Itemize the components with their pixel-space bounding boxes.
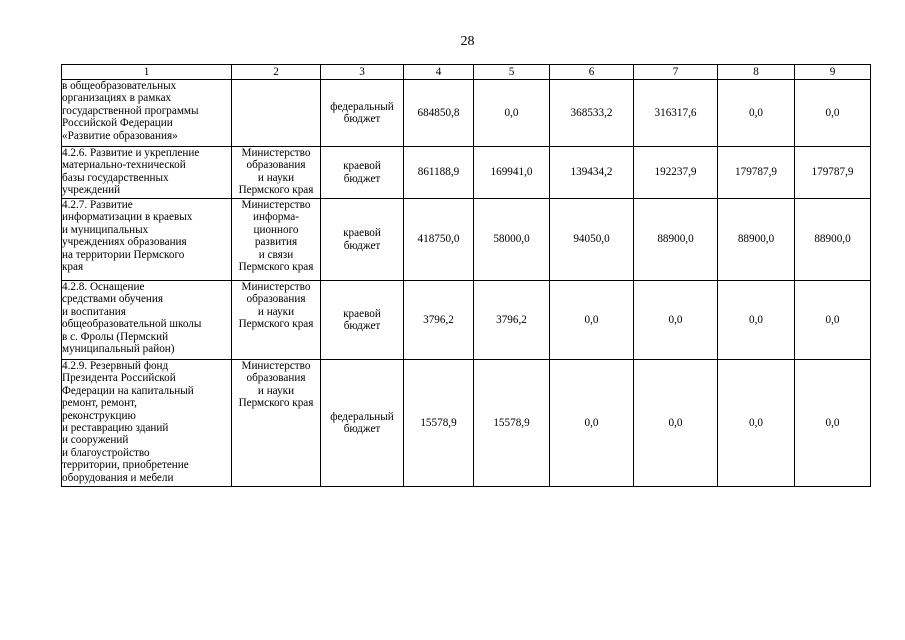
measure-name-cell-line: в общеобразовательных: [62, 80, 177, 92]
measure-name-cell-line: «Развитие образования»: [62, 129, 178, 142]
executor-cell-line: Пермского края: [238, 261, 314, 274]
executor-cell-line: и науки: [257, 305, 295, 318]
measure-name-cell-line: 4.2.6. Развитие и укрепление: [62, 147, 200, 159]
executor-cell-line: Министерство: [241, 147, 311, 159]
amount-cell: 0,0: [634, 360, 718, 487]
measure-name-cell-line: Федерации на капитальный: [62, 384, 194, 397]
table-row: [62, 281, 871, 360]
funding-source-cell: [321, 147, 404, 199]
funding-source-cell-line: бюджет: [343, 172, 381, 185]
column-number: 4: [404, 65, 474, 80]
funding-source-cell-line: федеральный: [330, 100, 394, 113]
amount-cell: 0,0: [550, 360, 634, 487]
page-number: 28: [460, 34, 475, 49]
measure-name-cell-line: Российской Федерации: [62, 117, 173, 130]
executor-cell-line: Пермского края: [238, 397, 314, 410]
funding-source-cell-line: краевой: [343, 227, 381, 240]
funding-source-cell: [321, 80, 404, 147]
amount-cell: 94050,0: [550, 199, 634, 281]
measure-name-cell-line: материально-технической: [62, 159, 186, 172]
amount-cell: 0,0: [634, 281, 718, 360]
amount-cell: 88900,0: [634, 199, 718, 281]
funding-source-cell-line: бюджет: [343, 113, 381, 125]
measure-name-cell-line: информатизации в краевых: [62, 211, 193, 224]
executor-cell-line: образования: [246, 372, 306, 385]
measure-name-cell-line: базы государственных: [62, 171, 169, 184]
amount-cell: 861188,9: [404, 147, 474, 199]
funding-source-cell-line: краевой: [343, 160, 381, 173]
measure-name-cell-line: и благоустройство: [62, 446, 150, 459]
measure-name-cell-line: 4.2.8. Оснащение: [62, 281, 145, 293]
funding-source-cell: [321, 360, 404, 487]
table-row: [62, 80, 871, 147]
measure-name-cell-line: края: [62, 261, 84, 274]
amount-cell: 169941,0: [474, 147, 550, 199]
column-number: 3: [321, 65, 404, 80]
measure-name-cell-line: общеобразовательной школы: [62, 318, 202, 331]
amount-cell: 88900,0: [718, 199, 795, 281]
column-number: 6: [550, 65, 634, 80]
amount-cell: 179787,9: [795, 147, 871, 199]
executor-cell-line: образования: [246, 293, 306, 306]
measure-name-cell-line: муниципальный район): [62, 343, 175, 356]
measure-name-cell-line: оборудования и мебели: [62, 471, 174, 484]
measure-name-cell-line: ремонт, ремонт,: [62, 397, 137, 410]
executor-cell: [232, 80, 321, 147]
measure-name-cell-line: государственной программы: [62, 104, 199, 117]
executor-cell-line: информа-: [253, 211, 299, 224]
measure-name-cell-line: на территории Пермского: [62, 248, 185, 261]
measure-name-cell-line: и воспитания: [62, 305, 126, 318]
funding-source-cell-line: бюджет: [343, 423, 381, 435]
amount-cell: 0,0: [718, 281, 795, 360]
table-row: [62, 199, 871, 281]
measure-name-cell: [62, 281, 232, 360]
executor-cell-line: Министерство: [241, 360, 311, 372]
measure-name-cell: [62, 147, 232, 199]
amount-cell: 3796,2: [404, 281, 474, 360]
measure-name-cell-line: средствами обучения: [62, 293, 164, 306]
measure-name-cell-line: и муниципальных: [62, 223, 149, 236]
executor-cell-line: развития: [254, 236, 298, 249]
executor-cell-line: и науки: [257, 171, 295, 184]
amount-cell: 0,0: [474, 80, 550, 147]
measure-name-cell-line: учреждений: [62, 184, 121, 197]
amount-cell: 0,0: [550, 281, 634, 360]
amount-cell: 192237,9: [634, 147, 718, 199]
measure-name-cell-line: Президента Российской: [62, 372, 176, 385]
amount-cell: 88900,0: [795, 199, 871, 281]
amount-cell: 0,0: [795, 80, 871, 147]
amount-cell: 0,0: [795, 281, 871, 360]
funding-source-cell: [321, 199, 404, 281]
column-number: 7: [634, 65, 718, 80]
amount-cell: 316317,6: [634, 80, 718, 147]
amount-cell: 0,0: [795, 360, 871, 487]
amount-cell: 418750,0: [404, 199, 474, 281]
measure-name-cell: [62, 199, 232, 281]
funding-source-cell-line: федеральный: [330, 410, 394, 423]
column-number: 2: [232, 65, 321, 80]
executor-cell: [232, 147, 321, 199]
column-number: 9: [795, 65, 871, 80]
executor-cell: [232, 199, 321, 281]
table-row: [62, 360, 871, 487]
amount-cell: 58000,0: [474, 199, 550, 281]
amount-cell: 139434,2: [550, 147, 634, 199]
executor-cell-line: Министерство: [241, 199, 311, 211]
executor-cell: [232, 360, 321, 487]
executor-cell-line: Пермского края: [238, 318, 314, 331]
measure-name-cell-line: 4.2.9. Резервный фонд: [62, 360, 169, 372]
column-number: 8: [718, 65, 795, 80]
amount-cell: 15578,9: [404, 360, 474, 487]
table-row: [62, 147, 871, 199]
executor-cell-line: и науки: [257, 384, 295, 397]
executor-cell-line: Пермского края: [238, 184, 314, 197]
amount-cell: 15578,9: [474, 360, 550, 487]
amount-cell: 684850,8: [404, 80, 474, 147]
amount-cell: 0,0: [718, 80, 795, 147]
measure-name-cell-line: и реставрацию зданий: [62, 422, 169, 435]
column-number: 1: [62, 65, 232, 80]
measure-name-cell-line: в с. Фролы (Пермский: [62, 330, 169, 343]
funding-source-cell-line: бюджет: [343, 320, 381, 332]
measure-name-cell: [62, 360, 232, 487]
measure-name-cell-line: учреждениях образования: [62, 236, 187, 249]
measure-name-cell-line: территории, приобретение: [62, 459, 189, 472]
amount-cell: 3796,2: [474, 281, 550, 360]
amount-cell: 0,0: [718, 360, 795, 487]
column-number-row: [62, 65, 871, 80]
funding-source-cell: [321, 281, 404, 360]
executor-cell-line: Министерство: [241, 281, 311, 293]
executor-cell-line: и связи: [258, 248, 294, 261]
measure-name-cell-line: организациях в рамках: [62, 92, 172, 105]
funding-source-cell-line: краевой: [343, 307, 381, 320]
funding-source-cell-line: бюджет: [343, 239, 381, 252]
measure-name-cell-line: 4.2.7. Развитие: [62, 199, 133, 211]
measure-name-cell-line: и сооружений: [62, 434, 129, 447]
column-number: 5: [474, 65, 550, 80]
executor-cell: [232, 281, 321, 360]
measure-name-cell-line: реконструкцию: [62, 409, 136, 422]
budget-table: [61, 64, 871, 487]
executor-cell-line: ционного: [253, 223, 299, 236]
measure-name-cell: [62, 80, 232, 147]
amount-cell: 179787,9: [718, 147, 795, 199]
amount-cell: 368533,2: [550, 80, 634, 147]
executor-cell-line: образования: [246, 159, 306, 172]
